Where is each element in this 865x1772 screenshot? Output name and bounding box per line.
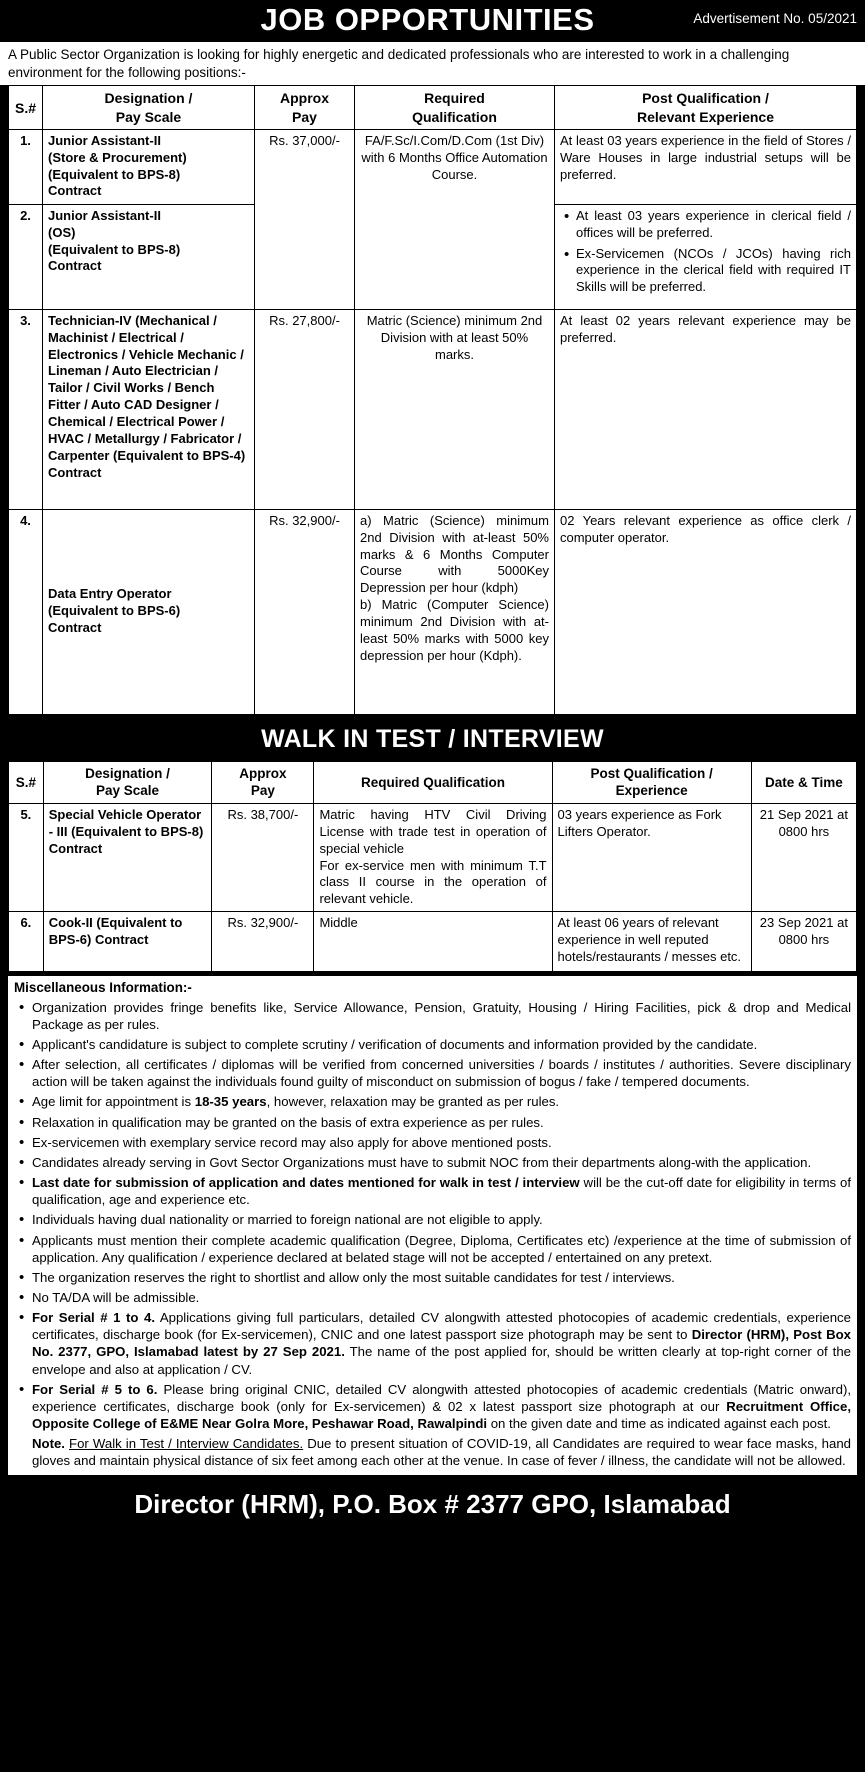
walk-column-header-pay (212, 761, 314, 803)
table-row (9, 129, 857, 204)
list-item: • Organization provides fringe benefits like, Service Allowance, Pension, Gratuity, Housing / Hiring Facilities, pick & drop and Medical Package as per rules. (32, 999, 851, 1033)
column-header-pay-line2: Pay (292, 108, 317, 125)
list-item: • The organization reserves the right to shortlist and allow only the most suitable candidates for test / interviews. (32, 1269, 851, 1286)
row2-experience-list (560, 208, 851, 296)
walk-column-header-designation (43, 761, 212, 803)
row4-designation-line1: Data Entry Operator (48, 586, 172, 602)
row4-qualification (355, 509, 555, 714)
note-text: Due to present situation of COVID-19, all Candidates are required to wear face masks, hand gloves and maintain physical distance of six feet among each other at the venue. In case of fever / illness, the candidate will not be allowed. (32, 1436, 851, 1469)
miscellaneous-information (8, 976, 857, 1474)
list-item: • Individuals having dual nationality or married to foreign national are not eligible to apply. (32, 1211, 851, 1228)
walk-row6-designation: Cook-II (Equivalent to BPS-6) Contract (43, 912, 212, 972)
misc-title: Miscellaneous Information:- (14, 980, 192, 996)
list-item-age-limit: • Age limit for appointment is 18-35 years, however, relaxation may be granted as per rules. (32, 1093, 851, 1110)
list-item: • Candidates already serving in Govt Sector Organizations must have to submit NOC from their departments along-with the application. (32, 1154, 851, 1171)
column-header-qualification-line2: Qualification (412, 108, 497, 125)
walk-row5-date: 21 Sep 2021 at 0800 hrs (751, 803, 856, 911)
note-lead: Note. (32, 1436, 65, 1452)
serial-1-4-lead: For Serial # 1 to 4. (32, 1310, 156, 1326)
page-title: JOB OPPORTUNITIES (260, 2, 595, 37)
walk-column-header-designation-line1: Designation / (85, 765, 170, 781)
last-date-label: Last date for submission of application and dates mentioned for walk in test / interview (32, 1175, 580, 1191)
column-header-experience-line2: Relevant Experience (637, 108, 774, 125)
row3-serial: 3. (9, 309, 43, 509)
serial-5-6-text2: on the given date and time as indicated against each post. (487, 1416, 831, 1432)
note-underline: For Walk in Test / Interview Candidates. (69, 1436, 304, 1452)
row4-qualification-option-a: a) Matric (Science) minimum 2nd Division with at-least 50% marks & 6 Months Computer Course with 5000Key Depression per hour (kdph) (360, 512, 549, 596)
row4-designation-line2: (Equivalent to BPS-6) (48, 603, 181, 619)
misc-list (14, 999, 851, 1433)
serial-5-6-address: Recruitment Office, Opposite College of E&ME Near Golra More, Peshawar Road, Rawalpindi (32, 1398, 851, 1432)
walk-row6-experience: At least 06 years of relevant experience in well reputed hotels/restaurants / messes etc. (552, 912, 751, 972)
walk-row6-pay: Rs. 32,900/- (212, 912, 314, 972)
walk-column-header-experience (552, 761, 751, 803)
list-item-serial-5-6 (32, 1381, 851, 1432)
walk-row5-qualification-civil: Matric having HTV Civil Driving License with trade test in operation of special vehicle (319, 806, 547, 856)
walk-header-row (9, 761, 857, 803)
row2-designation-line4: Contract (48, 258, 102, 274)
row2-designation-line2: (OS) (48, 224, 76, 240)
list-item: • No TA/DA will be admissible. (32, 1289, 851, 1306)
table-header-row (9, 86, 857, 129)
row4-designation (43, 509, 255, 714)
row4-pay: Rs. 32,900/- (255, 509, 355, 714)
walk-in-table (8, 761, 857, 972)
table-row (9, 509, 857, 714)
column-header-pay (255, 86, 355, 129)
serial-1-4-text2: The name of the post applied for, should be written clearly at top-right corner of the envelope and also at application / CV. (32, 1344, 851, 1377)
list-item: • Relaxation in qualification may be granted on the basis of extra experience as per rules. (32, 1114, 851, 1131)
column-header-designation-line1: Designation / (104, 90, 193, 107)
row4-designation-line3: Contract (48, 620, 102, 636)
table-row (9, 803, 857, 911)
list-item-serial-1-4 (32, 1309, 851, 1378)
row4-qualification-option-b: b) Matric (Computer Science) minimum 2nd Division with at-least 50% marks with 5000 key depression per hour (Kdph). (360, 597, 549, 663)
walk-row5-pay: Rs. 38,700/- (212, 803, 314, 911)
list-item: • At least 03 years experience in clerical field / offices will be preferred. (576, 208, 851, 242)
walk-row6-qualification: Middle (314, 912, 552, 972)
walk-row6-date: 23 Sep 2021 at 0800 hrs (751, 912, 856, 972)
age-limit-value: 18-35 years (194, 1094, 267, 1110)
positions-table (8, 85, 857, 714)
serial-1-4-text1: Applications giving full particulars, detailed CV alongwith attested photocopies of academic credentials, experience certificates, discharge book (for Ex-servicemen), CNIC and one latest passport size photograph may be sent to (32, 1310, 851, 1343)
walk-column-header-serial: S.# (9, 761, 44, 803)
walk-column-header-pay-line2: Pay (250, 783, 275, 799)
table-row (9, 912, 857, 972)
row2-designation (43, 204, 255, 309)
table-row (9, 309, 857, 509)
list-item: • Applicants must mention their complete academic qualification (Degree, Diploma, Certificates etc) /experience at the time of submission of application. Any qualification / experience declared at belated stage will not be accepted / entertained on any pretext. (32, 1232, 851, 1266)
column-header-qualification (355, 86, 555, 129)
row2-experience (555, 204, 857, 309)
intro-paragraph: A Public Sector Organization is looking for highly energetic and dedicated professionals who are interested to work in a challenging environment for the following positions:- (0, 40, 865, 85)
row2-designation-line1: Junior Assistant-II (48, 207, 161, 223)
column-header-experience-line1: Post Qualification / (642, 90, 769, 107)
page-header (0, 0, 865, 40)
serial-1-4-address: Director (HRM), Post Box No. 2377, GPO, Islamabad latest by 27 Sep 2021. (32, 1327, 852, 1360)
column-header-serial: S.# (9, 86, 43, 129)
row3-experience: At least 02 years relevant experience may be preferred. (555, 309, 857, 509)
list-item-last-date: • Last date for submission of application and dates mentioned for walk in test / interview will be the cut-off date for eligibility in terms of qualification, age and experience etc. (32, 1174, 851, 1208)
walk-row5-serial: 5. (9, 803, 44, 911)
row1-experience: At least 03 years experience in the field of Stores / Ware Houses in large industrial setups will be preferred. (555, 129, 857, 204)
row1-2-pay: Rs. 37,000/- (255, 129, 355, 309)
row2-designation-line3: (Equivalent to BPS-8) (48, 241, 181, 257)
walk-in-banner: WALK IN TEST / INTERVIEW (0, 719, 865, 761)
walk-column-header-experience-line1: Post Qualification / (590, 765, 713, 781)
row1-designation (43, 129, 255, 204)
walk-row6-serial: 6. (9, 912, 44, 972)
walk-row5-experience: 03 years experience as Fork Lifters Operator. (552, 803, 751, 911)
serial-5-6-text1: Please bring original CNIC, detailed CV alongwith attested photocopies of academic credentials (Matric onward), experience certificates, discharge book (only for Ex-servicemen) & 02 x latest passport size photograph at our (32, 1381, 851, 1414)
list-item: • Applicant's candidature is subject to complete scrutiny / verification of documents and information provided by the candidate. (32, 1036, 851, 1053)
covid-note (14, 1435, 851, 1469)
walk-row5-qualification-exservice: For ex-service men with minimum T.T class II course in the operation of relevant vehicle. (319, 857, 547, 907)
walk-row5-qualification (314, 803, 552, 911)
column-header-qualification-line1: Required (424, 90, 485, 107)
walk-column-header-pay-line1: Approx (239, 765, 287, 781)
row4-serial: 4. (9, 509, 43, 714)
row4-experience: 02 Years relevant experience as office clerk / computer operator. (555, 509, 857, 714)
row3-qualification: Matric (Science) minimum 2nd Division with at least 50% marks. (355, 309, 555, 509)
row1-serial: 1. (9, 129, 43, 204)
column-header-experience (555, 86, 857, 129)
walk-row5-designation: Special Vehicle Operator - III (Equivalent to BPS-8) Contract (43, 803, 212, 911)
walk-column-header-date: Date & Time (751, 761, 856, 803)
row3-pay: Rs. 27,800/- (255, 309, 355, 509)
column-header-designation-line2: Pay Scale (115, 108, 182, 125)
row1-designation-line1: Junior Assistant-II (48, 132, 161, 148)
row1-designation-line4: Contract (48, 183, 102, 199)
row3-designation: Technician-IV (Mechanical / Machinist / Electrical / Electronics / Vehicle Mechanic / Lineman / Auto Electrician / Tailor / Civil Works / Bench Fitter / Auto CAD Designer / Chemical / Electrical Power / HVAC / Metallurgy / Fabricator / Carpenter (Equivalent to BPS-4) Contract (43, 309, 255, 509)
row1-designation-line2: (Store & Procurement) (48, 149, 187, 165)
list-item: • After selection, all certificates / diplomas will be verified from concerned universities / boards / institutes / authorities. Severe disciplinary action will be taken against the individuals found guilty of misconduct on submission of bogus / fake / tempered documents. (32, 1056, 851, 1090)
serial-5-6-lead: For Serial # 5 to 6. (32, 1381, 158, 1397)
list-item: • Ex-Servicemen (NCOs / JCOs) having rich experience in the clerical field with required IT Skills will be preferred. (576, 246, 851, 297)
advertisement-number: Advertisement No. 05/2021 (693, 11, 857, 26)
row1-2-qualification: FA/F.Sc/I.Com/D.Com (1st Div) with 6 Months Office Automation Course. (355, 129, 555, 309)
row1-designation-line3: (Equivalent to BPS-8) (48, 166, 181, 182)
walk-column-header-qualification: Required Qualification (314, 761, 552, 803)
column-header-designation (43, 86, 255, 129)
walk-column-header-experience-line2: Experience (615, 783, 688, 799)
walk-column-header-designation-line2: Pay Scale (95, 783, 160, 799)
list-item: • Ex-servicemen with exemplary service record may also apply for above mentioned posts. (32, 1134, 851, 1151)
footer-address: Director (HRM), P.O. Box # 2377 GPO, Islamabad (0, 1480, 865, 1531)
row2-serial: 2. (9, 204, 43, 309)
column-header-pay-line1: Approx (280, 90, 329, 107)
